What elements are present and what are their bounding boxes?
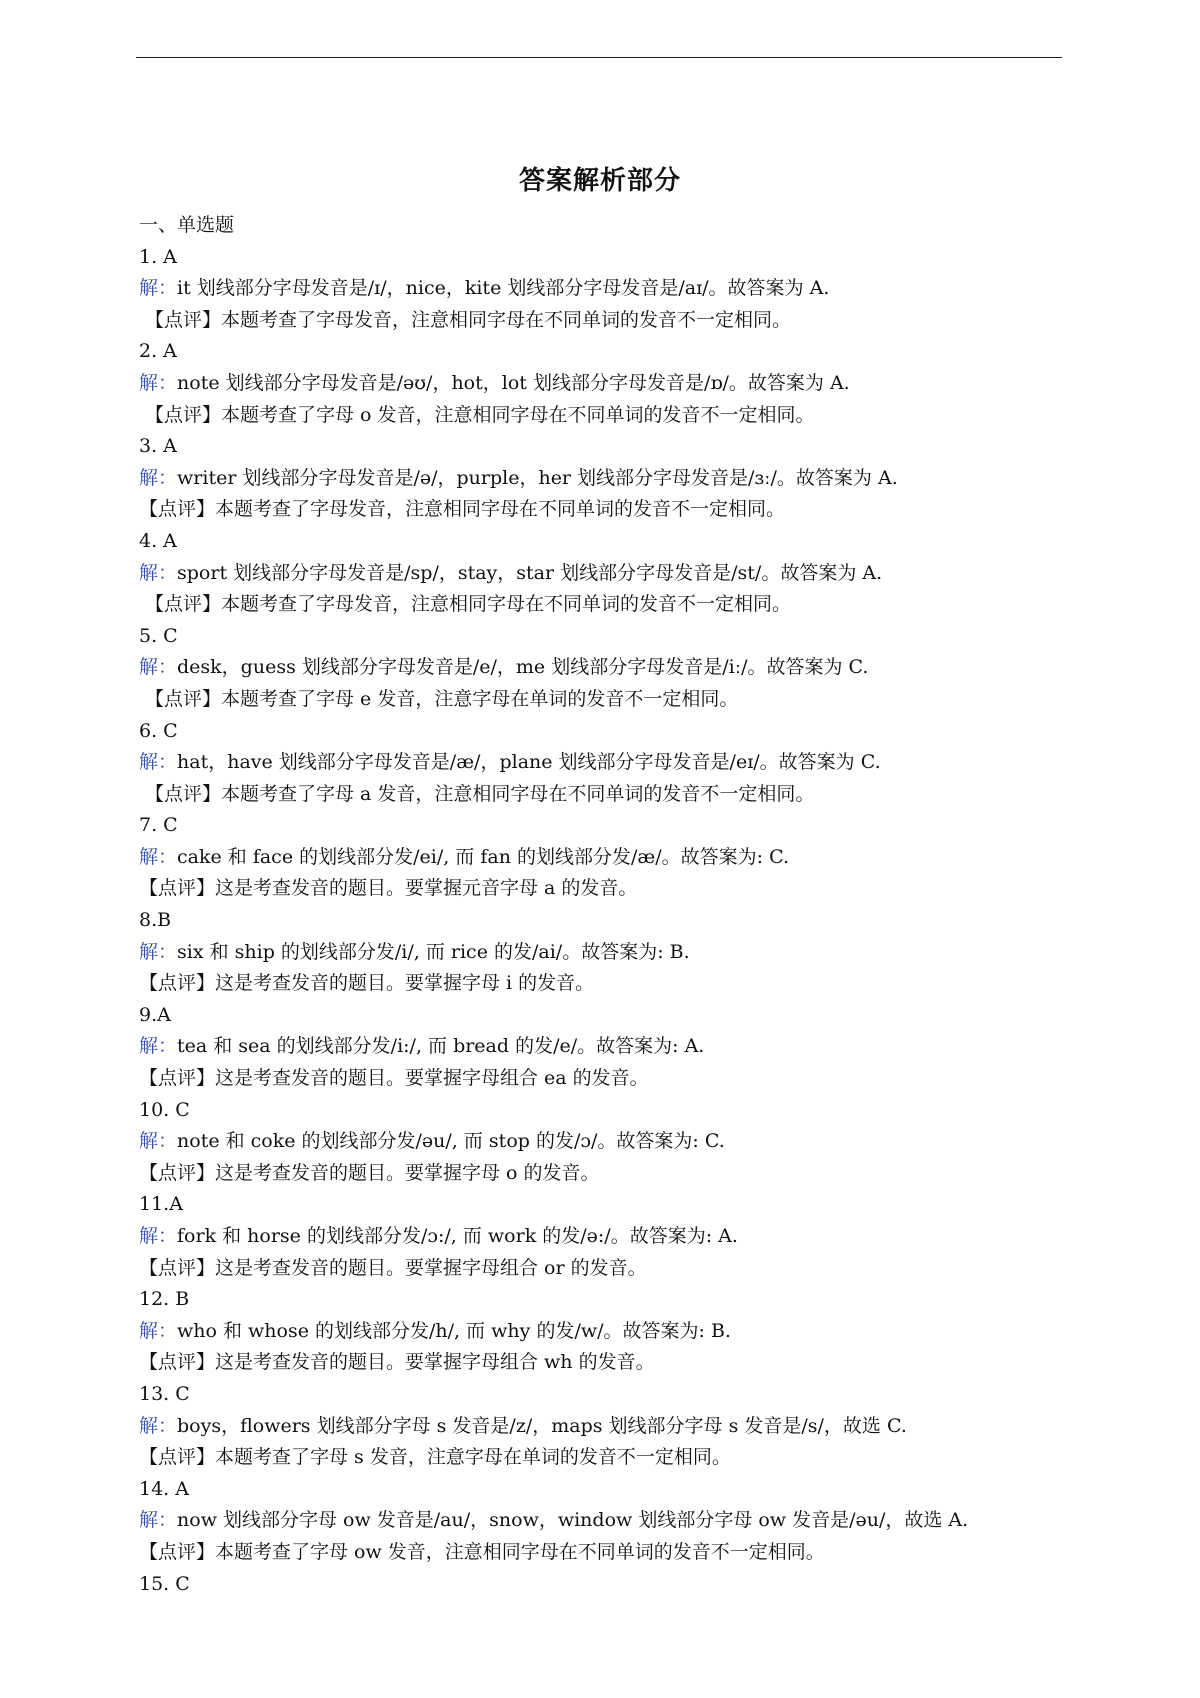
- comment-line: 【点评】本题考查了字母 a 发音，注意相同字母在不同单词的发音不一定相同。: [145, 782, 815, 805]
- section-heading: 一、单选题: [139, 214, 235, 236]
- header-rule: [136, 57, 1062, 58]
- question-number: 8.B: [139, 909, 172, 932]
- question-number: 11.A: [139, 1193, 183, 1216]
- answer-label: 解：: [139, 940, 178, 963]
- comment-line: 【点评】这是考查发音的题目。要掌握字母 o 的发音。: [139, 1161, 600, 1184]
- answer-label: 解：: [139, 656, 178, 679]
- answer-label: 解：: [139, 561, 178, 584]
- answer-label: 解：: [139, 277, 178, 300]
- explanation-line: [139, 1316, 1079, 1348]
- explanation-text: it 划线部分字母发音是/ɪ/，nice，kite 划线部分字母发音是/aɪ/。故答案为 A.: [177, 277, 830, 300]
- explanation-line: [139, 1126, 1079, 1158]
- question-number: 7. C: [139, 814, 178, 837]
- question-number: 4. A: [139, 529, 177, 552]
- page-title: 答案解析部分: [518, 166, 681, 196]
- explanation-text: note 划线部分字母发音是/əʊ/，hot，lot 划线部分字母发音是/ɒ/。故答案为 A.: [177, 371, 850, 394]
- comment-line: 【点评】本题考查了字母 e 发音，注意字母在单词的发音不一定相同。: [145, 687, 739, 710]
- answer-label: 解：: [139, 1319, 178, 1342]
- question-number: 14. A: [139, 1477, 189, 1500]
- explanation-text: boys，flowers 划线部分字母 s 发音是/z/，maps 划线部分字母 s 发音是/s/，故选 C.: [177, 1414, 907, 1437]
- explanation-line: [139, 842, 1079, 874]
- explanation-text: now 划线部分字母 ow 发音是/au/，snow，window 划线部分字母 ow 发音是/əu/，故选 A.: [177, 1509, 969, 1532]
- question-number: 5. C: [139, 624, 178, 647]
- comment-line: 【点评】本题考查了字母 s 发音，注意字母在单词的发音不一定相同。: [139, 1446, 731, 1469]
- explanation-text: note 和 coke 的划线部分发/əu/, 而 stop 的发/ɔ/。故答案为: C.: [177, 1130, 725, 1153]
- comment-line: 【点评】这是考查发音的题目。要掌握字母组合 wh 的发音。: [139, 1351, 655, 1374]
- explanation-line: [139, 937, 1079, 969]
- explanation-line: [139, 1505, 1079, 1537]
- explanation-text: six 和 ship 的划线部分发/i/, 而 rice 的发/ai/。故答案为: B.: [177, 940, 690, 963]
- explanation-text: who 和 whose 的划线部分发/h/, 而 why 的发/w/。故答案为: B.: [177, 1319, 731, 1342]
- answer-label: 解：: [139, 751, 178, 774]
- answer-label: 解：: [139, 1130, 178, 1153]
- explanation-line: [139, 368, 1079, 400]
- comment-line: 【点评】这是考查发音的题目。要掌握字母组合 or 的发音。: [139, 1256, 647, 1279]
- question-number: 1. A: [139, 245, 177, 268]
- explanation-line: [139, 747, 1079, 779]
- comment-line: 【点评】这是考查发音的题目。要掌握字母 i 的发音。: [139, 972, 595, 995]
- explanation-line: [139, 652, 1079, 684]
- comment-line: 【点评】本题考查了字母发音，注意相同字母在不同单词的发音不一定相同。: [145, 593, 792, 616]
- explanation-text: writer 划线部分字母发音是/ə/，purple，her 划线部分字母发音是/ɜː/。故答案为 A.: [177, 466, 898, 489]
- explanation-text: desk，guess 划线部分字母发音是/e/，me 划线部分字母发音是/iː/。故答案为 C.: [177, 656, 869, 679]
- question-number: 9.A: [139, 1003, 171, 1026]
- question-number: 15. C: [139, 1572, 190, 1595]
- answer-label: 解：: [139, 371, 178, 394]
- comment-line: 【点评】这是考查发音的题目。要掌握元音字母 a 的发音。: [139, 877, 638, 900]
- explanation-line: [139, 558, 1079, 590]
- question-number: 13. C: [139, 1382, 190, 1405]
- answer-label: 解：: [139, 466, 178, 489]
- question-number: 12. B: [139, 1288, 190, 1311]
- explanation-line: [139, 463, 1079, 495]
- answer-content: [139, 210, 1079, 1600]
- question-number: 3. A: [139, 435, 177, 458]
- answer-label: 解：: [139, 845, 178, 868]
- comment-line: 【点评】本题考查了字母发音，注意相同字母在不同单词的发音不一定相同。: [145, 308, 792, 331]
- explanation-text: cake 和 face 的划线部分发/ei/, 而 fan 的划线部分发/æ/。故答案为: C.: [177, 845, 789, 868]
- answer-label: 解：: [139, 1414, 178, 1437]
- explanation-line: [139, 273, 1079, 305]
- comment-line: 【点评】本题考查了字母 o 发音，注意相同字母在不同单词的发音不一定相同。: [145, 403, 815, 426]
- explanation-text: sport 划线部分字母发音是/sp/，stay，star 划线部分字母发音是/st/。故答案为 A.: [177, 561, 883, 584]
- explanation-text: tea 和 sea 的划线部分发/i:/, 而 bread 的发/e/。故答案为: A.: [177, 1035, 705, 1058]
- comment-line: 【点评】这是考查发音的题目。要掌握字母组合 ea 的发音。: [139, 1067, 649, 1090]
- explanation-text: hat，have 划线部分字母发音是/æ/，plane 划线部分字母发音是/eɪ/。故答案为 C.: [177, 751, 881, 774]
- comment-line: 【点评】本题考查了字母发音，注意相同字母在不同单词的发音不一定相同。: [139, 498, 786, 521]
- answer-label: 解：: [139, 1035, 178, 1058]
- question-number: 6. C: [139, 719, 178, 742]
- explanation-line: [139, 1031, 1079, 1063]
- answer-label: 解：: [139, 1225, 178, 1247]
- explanation-line: [139, 1221, 1079, 1253]
- answer-label: 解：: [139, 1509, 178, 1532]
- explanation-line: [139, 1411, 1079, 1443]
- explanation-text: fork 和 horse 的划线部分发/ɔ:/, 而 work 的发/ə:/。故答案为: A.: [177, 1225, 738, 1247]
- question-number: 2. A: [139, 340, 177, 363]
- comment-line: 【点评】本题考查了字母 ow 发音，注意相同字母在不同单词的发音不一定相同。: [139, 1540, 825, 1563]
- question-number: 10. C: [139, 1098, 190, 1121]
